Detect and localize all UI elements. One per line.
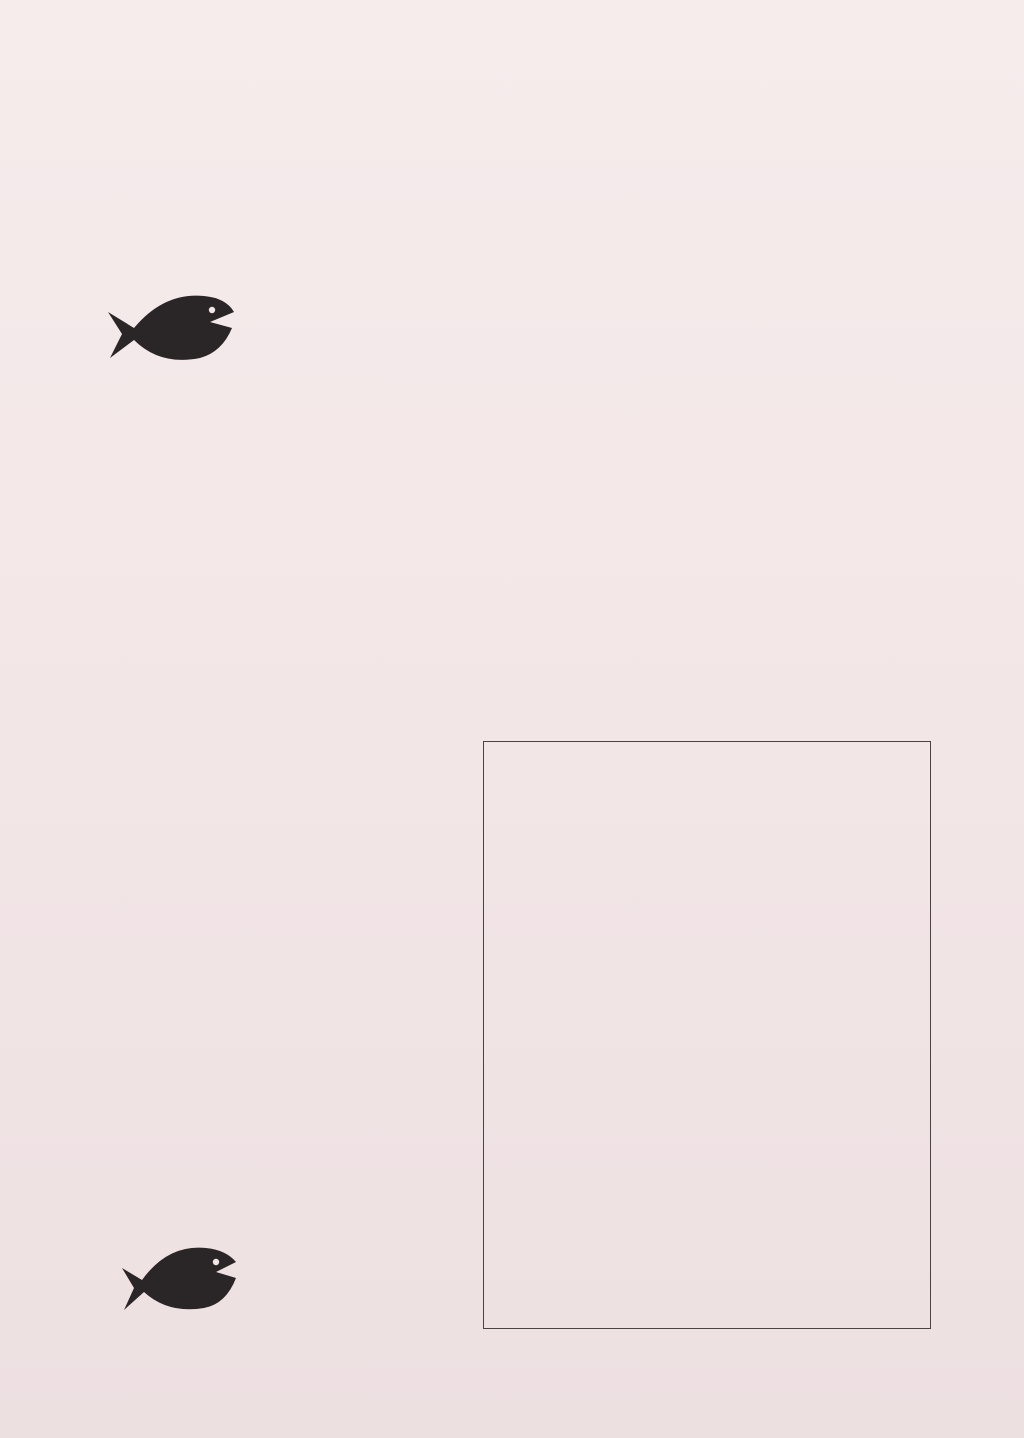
big-fish-eating-small-fish-icon xyxy=(104,282,380,400)
small-fish-forming-big-fish-icon xyxy=(118,1210,430,1340)
schedule-box xyxy=(483,741,931,1329)
schedule-item xyxy=(484,1152,932,1158)
schedule-item xyxy=(484,750,932,756)
schedule-item xyxy=(484,938,932,944)
schedule-item xyxy=(484,844,932,850)
